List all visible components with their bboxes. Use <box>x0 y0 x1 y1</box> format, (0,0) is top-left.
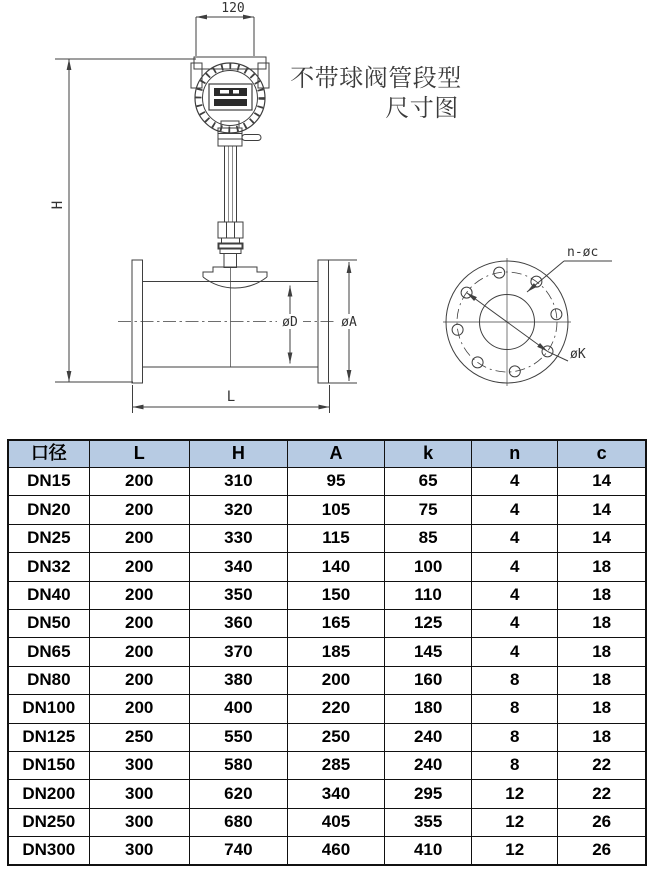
table-row <box>8 496 646 524</box>
table-cell: 18 <box>558 695 646 723</box>
drawing-title <box>290 65 462 122</box>
lcd-bar <box>214 99 247 106</box>
table-cell: 26 <box>558 837 646 866</box>
table-cell: 8 <box>472 695 558 723</box>
table-cell: 200 <box>89 609 189 637</box>
table-cell: 145 <box>385 638 472 666</box>
table-cell: 250 <box>89 723 189 751</box>
table-cell: 200 <box>89 468 189 496</box>
flange-end-view <box>443 245 612 386</box>
table-cell: 340 <box>189 553 287 581</box>
table-cell: DN300 <box>8 837 89 866</box>
dimension-height-label: H <box>50 200 66 210</box>
table-cell: 550 <box>189 723 287 751</box>
table-header-row <box>8 440 646 468</box>
table-cell: 400 <box>189 695 287 723</box>
table-cell: 580 <box>189 751 287 779</box>
table-cell: 100 <box>385 553 472 581</box>
table-cell: 85 <box>385 524 472 552</box>
dimension-top-width-label: 120 <box>221 1 245 16</box>
table-row <box>8 723 646 751</box>
table-cell: DN100 <box>8 695 89 723</box>
table-row <box>8 751 646 779</box>
dimension-inner-diameter <box>277 286 303 364</box>
table-cell: 110 <box>385 581 472 609</box>
table-cell: 200 <box>287 666 384 694</box>
table-header-cell: k <box>385 440 472 468</box>
mounting-boss <box>203 267 267 277</box>
drawing-title-line1: 不带球阀管段型 <box>290 65 462 92</box>
table-cell: 4 <box>472 609 558 637</box>
table-cell: 300 <box>89 808 189 836</box>
table-cell: 370 <box>189 638 287 666</box>
dimension-top-width <box>196 1 254 56</box>
table-cell: 160 <box>385 666 472 694</box>
table-row <box>8 695 646 723</box>
dimension-flange-diameter-label: øA <box>341 315 357 330</box>
table-cell: 8 <box>472 723 558 751</box>
table-cell: 330 <box>189 524 287 552</box>
table-cell: DN250 <box>8 808 89 836</box>
table-row <box>8 780 646 808</box>
table-cell: 380 <box>189 666 287 694</box>
table-cell: 4 <box>472 468 558 496</box>
table-cell: 4 <box>472 553 558 581</box>
table-cell: 310 <box>189 468 287 496</box>
table-cell: DN150 <box>8 751 89 779</box>
table-cell: DN200 <box>8 780 89 808</box>
table-cell: DN125 <box>8 723 89 751</box>
table-cell: 300 <box>89 751 189 779</box>
dimension-table-container <box>7 439 647 866</box>
table-cell: 105 <box>287 496 384 524</box>
table-row <box>8 609 646 637</box>
table-cell: DN50 <box>8 609 89 637</box>
table-cell: 4 <box>472 524 558 552</box>
table-row <box>8 837 646 866</box>
table-cell: 740 <box>189 837 287 866</box>
table-cell: DN40 <box>8 581 89 609</box>
table-cell: 18 <box>558 609 646 637</box>
table-cell: 14 <box>558 524 646 552</box>
table-cell: 200 <box>89 581 189 609</box>
display-window <box>209 84 252 110</box>
dimension-table-body <box>8 468 646 866</box>
table-cell: 620 <box>189 780 287 808</box>
table-row <box>8 666 646 694</box>
table-cell: DN80 <box>8 666 89 694</box>
table-cell: 150 <box>287 581 384 609</box>
table-header-cell: A <box>287 440 384 468</box>
table-cell: 8 <box>472 751 558 779</box>
sensor-stem <box>203 121 267 288</box>
pipe-body-side-view <box>118 260 364 383</box>
table-cell: 320 <box>189 496 287 524</box>
table-header-cell: 口径 <box>8 440 89 468</box>
bolt-hole <box>509 366 520 377</box>
table-cell: 200 <box>89 638 189 666</box>
table-cell: 240 <box>385 751 472 779</box>
table-cell: 200 <box>89 553 189 581</box>
table-cell: 200 <box>89 666 189 694</box>
table-cell: 65 <box>385 468 472 496</box>
table-cell: 355 <box>385 808 472 836</box>
table-cell: 18 <box>558 553 646 581</box>
table-cell: 300 <box>89 780 189 808</box>
table-row <box>8 553 646 581</box>
table-cell: 200 <box>89 695 189 723</box>
table-header-cell: L <box>89 440 189 468</box>
table-cell: 295 <box>385 780 472 808</box>
table-cell: 300 <box>89 837 189 866</box>
table-cell: 460 <box>287 837 384 866</box>
table-cell: 12 <box>472 808 558 836</box>
table-cell: 4 <box>472 496 558 524</box>
table-cell: 220 <box>287 695 384 723</box>
table-cell: 95 <box>287 468 384 496</box>
table-cell: 18 <box>558 581 646 609</box>
table-cell: DN25 <box>8 524 89 552</box>
lcd-bar <box>214 88 247 96</box>
table-cell: 14 <box>558 468 646 496</box>
drawing-title-line2: 尺寸图 <box>385 95 459 122</box>
bolt-holes-label: n-øc <box>567 245 599 260</box>
table-cell: 8 <box>472 666 558 694</box>
table-cell: 115 <box>287 524 384 552</box>
table-cell: DN65 <box>8 638 89 666</box>
table-header-cell: c <box>558 440 646 468</box>
table-cell: 18 <box>558 666 646 694</box>
table-cell: 4 <box>472 638 558 666</box>
table-cell: 18 <box>558 723 646 751</box>
table-row <box>8 808 646 836</box>
table-cell: 165 <box>287 609 384 637</box>
dimension-length-label: L <box>226 389 236 405</box>
table-cell: 180 <box>385 695 472 723</box>
table-cell: 200 <box>89 496 189 524</box>
cable-gland <box>242 135 261 141</box>
table-cell: 410 <box>385 837 472 866</box>
dimension-length <box>133 385 330 413</box>
flowmeter-dimension-drawing <box>0 0 650 437</box>
hex-coupling <box>218 222 243 238</box>
table-cell: 22 <box>558 751 646 779</box>
dimension-inner-diameter-label: øD <box>282 315 298 330</box>
table-cell: DN32 <box>8 553 89 581</box>
table-row <box>8 581 646 609</box>
table-header-cell: n <box>472 440 558 468</box>
table-cell: DN20 <box>8 496 89 524</box>
table-cell: 250 <box>287 723 384 751</box>
table-cell: DN15 <box>8 468 89 496</box>
table-header-cell: H <box>189 440 287 468</box>
dimension-flange-diameter <box>336 262 362 381</box>
table-cell: 350 <box>189 581 287 609</box>
table-cell: 26 <box>558 808 646 836</box>
table-cell: 22 <box>558 780 646 808</box>
table-row <box>8 638 646 666</box>
table-cell: 340 <box>287 780 384 808</box>
table-cell: 200 <box>89 524 189 552</box>
table-cell: 285 <box>287 751 384 779</box>
table-cell: 680 <box>189 808 287 836</box>
table-cell: 12 <box>472 837 558 866</box>
table-cell: 4 <box>472 581 558 609</box>
table-cell: 140 <box>287 553 384 581</box>
transmitter-head <box>191 57 269 133</box>
table-cell: 18 <box>558 638 646 666</box>
table-cell: 240 <box>385 723 472 751</box>
table-cell: 405 <box>287 808 384 836</box>
table-row <box>8 524 646 552</box>
table-cell: 14 <box>558 496 646 524</box>
table-cell: 125 <box>385 609 472 637</box>
table-cell: 75 <box>385 496 472 524</box>
bolt-circle-diameter-label: øK <box>570 347 586 362</box>
table-cell: 360 <box>189 609 287 637</box>
dimension-table <box>7 439 647 866</box>
table-cell: 12 <box>472 780 558 808</box>
dimension-height <box>50 59 196 382</box>
table-cell: 185 <box>287 638 384 666</box>
table-row <box>8 468 646 496</box>
